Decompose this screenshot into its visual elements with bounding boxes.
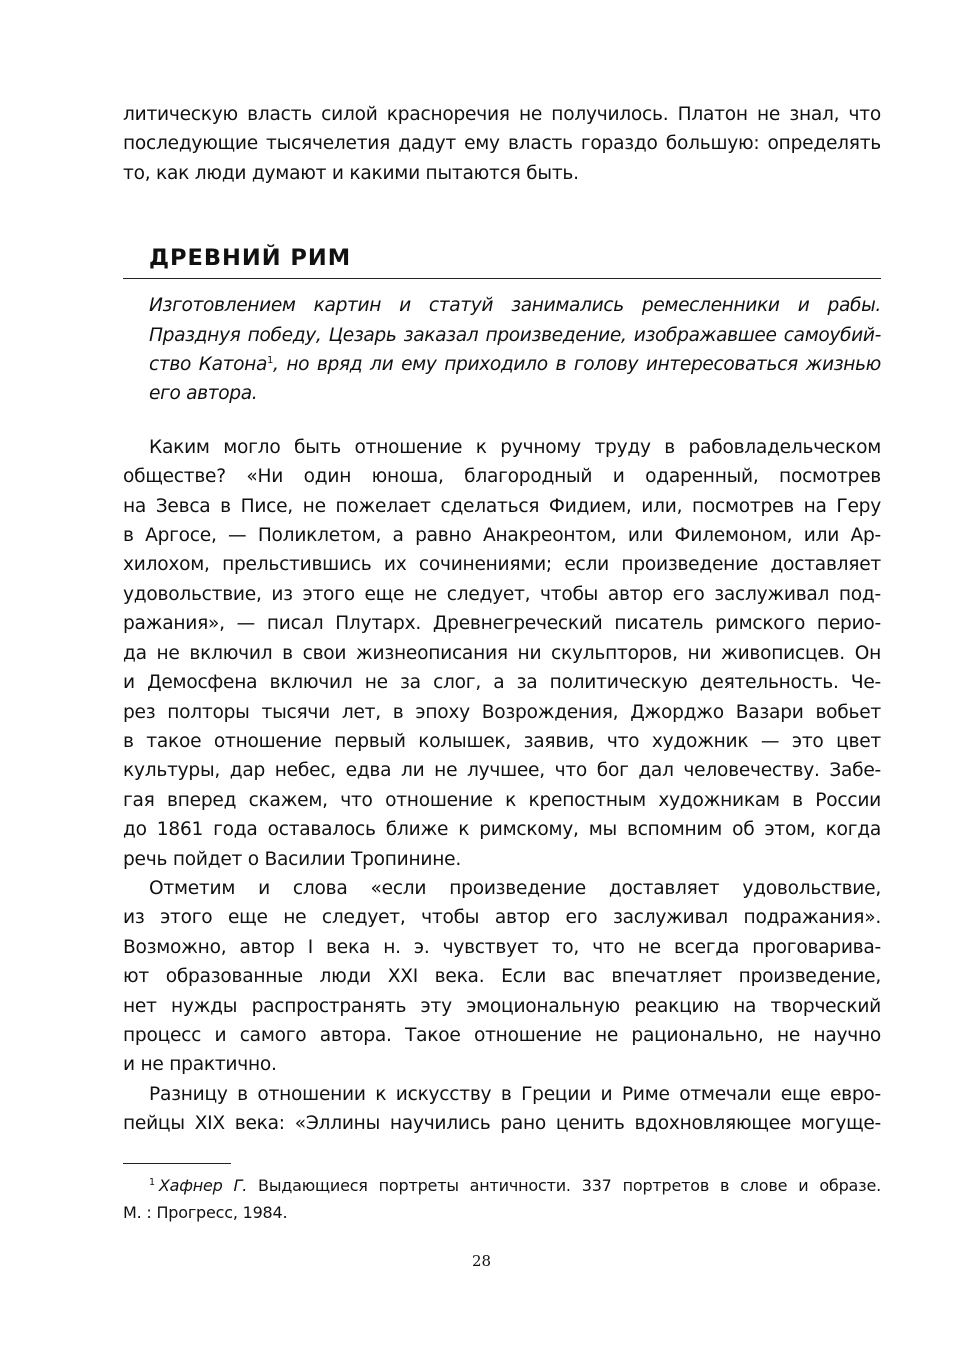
text-line: и Демосфена включил не за слог, а за политическую деятельность. Че-	[123, 672, 881, 694]
text-line: Отметим и слова «если произведение доставляет удовольствие,	[149, 877, 881, 899]
text-line: обществе? «Ни один юноша, благородный и одаренный, посмотрев	[123, 466, 881, 488]
text-line: рез полторы тысячи лет, в эпоху Возрождения, Джорджо Вазари вобьет	[123, 701, 881, 723]
section-heading: ДРЕВНИЙ РИМ	[149, 245, 352, 272]
text-line: литическую власть силой красноречия не получилось. Платон не знал, что	[123, 104, 881, 125]
page-number: 28	[471, 1252, 492, 1270]
text-line: Каким могло быть отношение к ручному труду в рабовладельческом	[149, 436, 881, 458]
heading-divider	[123, 278, 881, 279]
epigraph	[123, 291, 881, 409]
text-line: Возможно, автор I века н. э. чувствует то, что не всегда проговарива-	[123, 936, 881, 958]
paragraph	[123, 433, 881, 874]
text-line: то, как люди думают и какими пытаются быть.	[123, 162, 579, 184]
epigraph-text: ство Катона	[149, 354, 267, 376]
text-line: нет нужды распространять эту эмоциональную реакцию на творческий	[123, 995, 881, 1017]
epigraph-line	[149, 350, 881, 379]
intro-paragraph	[123, 100, 881, 188]
text-line: культуры, дар небес, едва ли не лучшее, что бог дал человечеству. Забе-	[123, 760, 881, 782]
text-line: в такое отношение первый колышек, заявив, что художник — это цвет	[123, 730, 881, 752]
text-line: пейцы XIX века: «Эллины научились рано ценить вдохновляющее могуще-	[123, 1113, 881, 1135]
text-line: до 1861 года оставалось ближе к римскому, мы вспомним об этом, когда	[123, 819, 881, 841]
footnote-text: Выдающиеся портреты античности. 337 портретов в слове и образе.	[247, 1176, 881, 1195]
text-line: речь пойдет о Василии Тропинине.	[123, 848, 461, 870]
epigraph-line: его автора.	[149, 383, 258, 405]
footnote-number: 1	[149, 1177, 155, 1188]
epigraph-line: Празднуя победу, Цезарь заказал произведение, изображавшее самоубий-	[149, 324, 881, 346]
text-line: на Зевса в Писе, не пожелает сделаться Фидием, или, посмотрев на Геру	[123, 495, 881, 517]
text-line: да не включил в свои жизнеописания ни скульпторов, ни живописцев. Он	[123, 642, 881, 664]
text-line: Разницу в отношении к искусству в Греции и Риме отмечали еще евро-	[149, 1083, 881, 1105]
footnote-reference[interactable]: 1	[267, 355, 274, 367]
footnote-author: Хафнер Г.	[158, 1176, 248, 1195]
footnote-line	[123, 1172, 881, 1199]
text-line: в Аргосе, — Поликлетом, а равно Анакреонтом, или Филемоном, или Ар-	[123, 525, 881, 547]
epigraph-text: , но вряд ли ему приходило в голову интересоваться жизнью	[273, 354, 881, 376]
text-line: последующие тысячелетия дадут ему власть гораздо большую: определять	[123, 133, 881, 155]
text-line: удовольствие, из этого еще не следует, чтобы автор его заслуживал под-	[123, 583, 881, 605]
epigraph-line: Изготовлением картин и статуй занимались ремесленники и рабы.	[149, 295, 881, 317]
text-line: хилохом, прельстившись их сочинениями; если произведение доставляет	[123, 554, 881, 576]
footnote	[123, 1172, 881, 1226]
paragraph	[123, 874, 881, 1080]
text-line: из этого еще не следует, чтобы автор его заслуживал подражания».	[123, 907, 881, 929]
text-line: гая вперед скажем, что отношение к крепостным художникам в России	[123, 789, 881, 811]
page-content	[123, 100, 881, 1139]
text-line: ют образованные люди XXI века. Если вас впечатляет произведение,	[123, 966, 881, 988]
footnote-line: М. : Прогресс, 1984.	[123, 1203, 288, 1222]
footnote-divider	[123, 1163, 231, 1164]
body-text	[123, 433, 881, 1139]
text-line: и не практично.	[123, 1054, 277, 1076]
text-line: ражания», — писал Плутарх. Древнегреческий писатель римского перио-	[123, 613, 881, 635]
paragraph	[123, 1080, 881, 1139]
text-line: процесс и самого автора. Такое отношение не рационально, не научно	[123, 1024, 881, 1046]
